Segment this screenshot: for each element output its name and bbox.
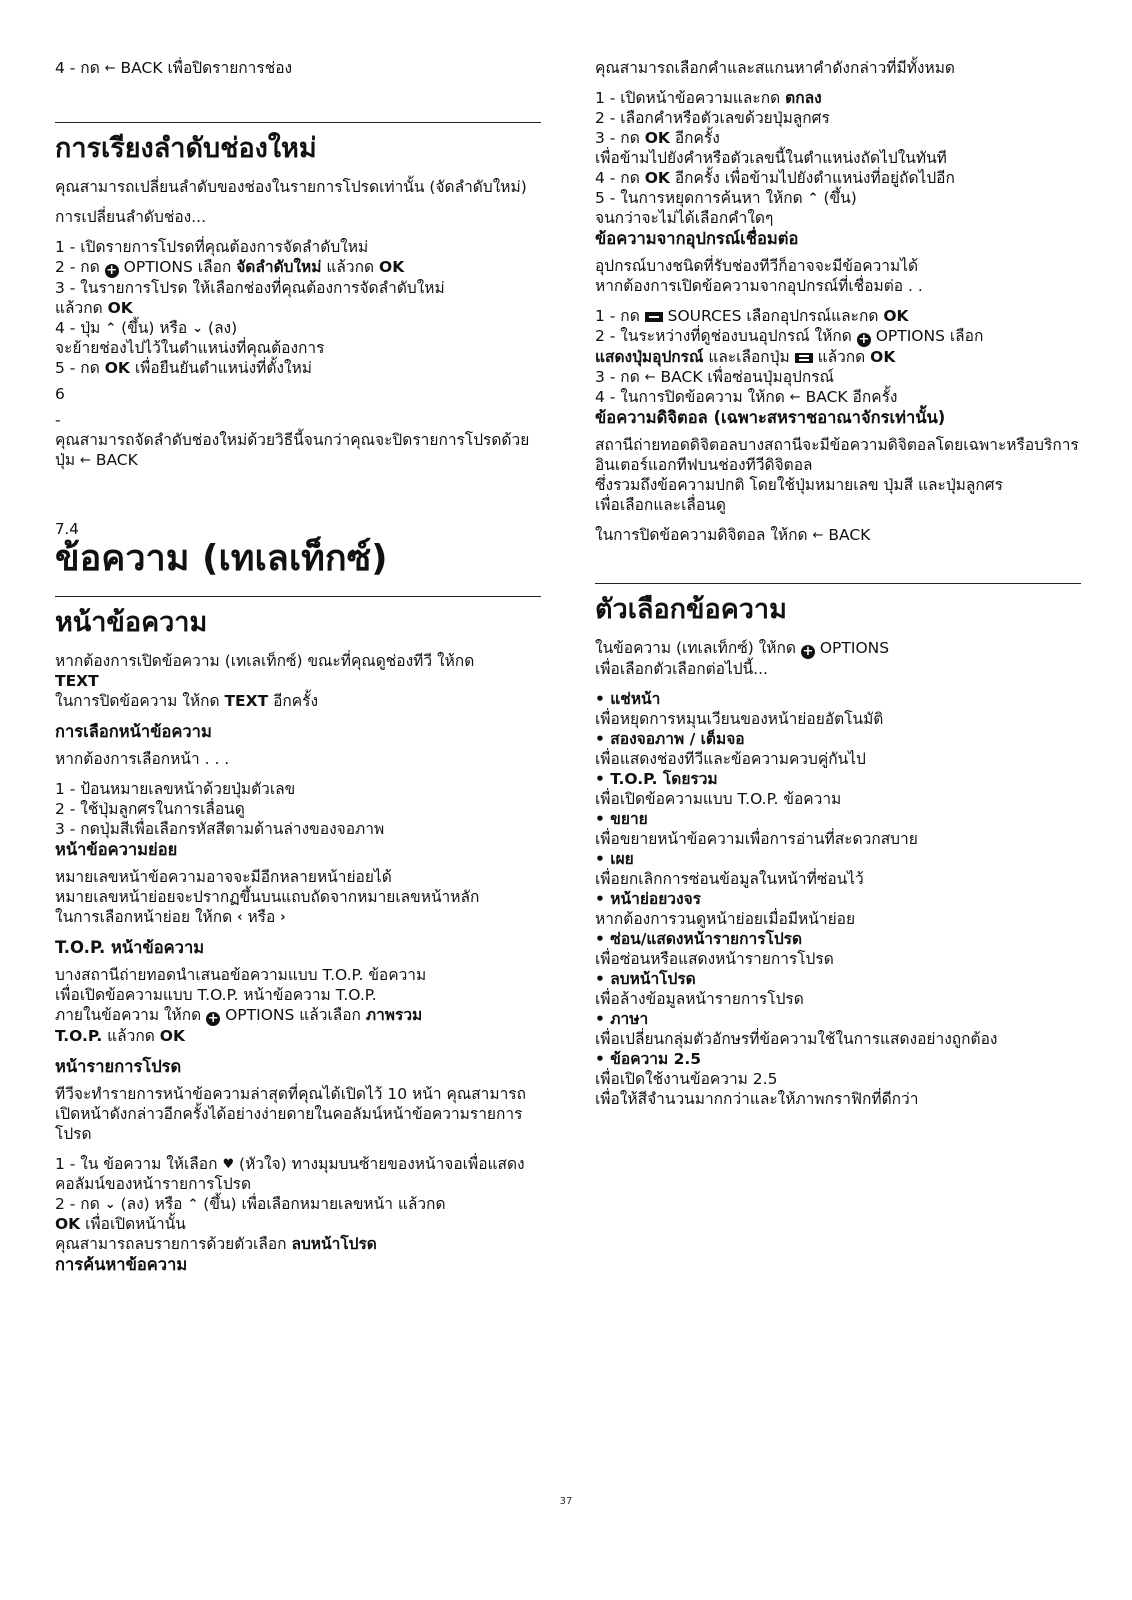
- section-divider: [55, 122, 541, 123]
- options-icon: +: [106, 263, 118, 278]
- option-name: • ข้อความ 2.5: [595, 1050, 702, 1068]
- favourite-step-2: 2 - กด ⌄ (ลง) หรือ ⌃ (ขึ้น) เพื่อเลือกหมายเลขหน้า แล้วกด OK เพื่อเปิดหน้านั้น: [55, 1195, 446, 1233]
- pages-close: ในการปิดข้อความ ให้กด TEXT อีกครั้ง: [55, 692, 319, 710]
- select-step-3: 3 - กดปุ่มสีเพื่อเลือกรหัสสีตามด้านล่างของจอภาพ: [55, 820, 385, 838]
- option-desc: หากต้องการวนดูหน้าย่อยเมื่อมีหน้าย่อย: [595, 910, 856, 928]
- subpage-line-2: หมายเลขหน้าย่อยจะปรากฏขึ้นบนแถบถัดจากหมายเลขหน้าหลัก: [55, 888, 480, 906]
- reorder-step-3: 3 - ในรายการโปรด ให้เลือกช่องที่คุณต้องการจัดลำดับใหม่ แล้วกด OK: [55, 279, 445, 317]
- select-step-2: 2 - ใช้ปุ่มลูกศรในการเลื่อนดู: [55, 800, 245, 818]
- subpage-line-3: ในการเลือกหน้าย่อย ให้กด ‹ หรือ ›: [55, 908, 286, 926]
- options-icon: +: [858, 332, 870, 347]
- options-icon: +: [802, 644, 814, 659]
- up-chevron-icon: ⌃: [105, 321, 117, 336]
- digital-line-1: สถานีถ่ายทอดดิจิตอลบางสถานีจะมีข้อความดิจิตอลโดยเฉพาะหรือบริการอินเตอร์แอกทีฟบนช่องทีวีดิจิตอล: [595, 436, 1079, 474]
- back-arrow-icon: ←: [104, 61, 116, 76]
- search-step-1: 1 - เปิดหน้าข้อความและกด ตกลง: [595, 89, 822, 107]
- option-name: • ซ่อน/แสดงหน้ารายการโปรด: [595, 930, 803, 948]
- section-divider: [55, 596, 541, 597]
- digital-close: ในการปิดข้อความดิจิตอล ให้กด ← BACK: [595, 526, 871, 544]
- device-line-2: หากต้องการเปิดข้อความจากอุปกรณ์ที่เชื่อมต่อ . .: [595, 277, 923, 295]
- up-chevron-icon: ⌃: [187, 1197, 199, 1212]
- back-line: 4 - กด ← BACK เพื่อปิดรายการช่อง: [55, 59, 293, 77]
- option-name: • สองจอภาพ / เต็มจอ: [595, 730, 745, 748]
- option-name: • ภาษา: [595, 1010, 649, 1028]
- right-column: [595, 58, 1080, 1109]
- sources-icon: [645, 312, 663, 322]
- page-number: 37: [559, 1496, 573, 1507]
- option-name: • ลบหน้าโปรด: [595, 970, 696, 988]
- left-column: [55, 58, 541, 1276]
- reorder-dash: -: [55, 411, 61, 429]
- back-arrow-icon: ←: [789, 390, 801, 405]
- favourite-pages-title: หน้ารายการโปรด: [55, 1057, 182, 1076]
- option-name: • ขยาย: [595, 810, 648, 828]
- option-desc: เพื่อเปิดใช้งานข้อความ 2.5: [595, 1070, 778, 1088]
- option-desc: เพื่อขยายหน้าข้อความเพื่อการอ่านที่สะดวกสบาย: [595, 830, 918, 848]
- option-desc: เพื่อซ่อนหรือแสดงหน้ารายการโปรด: [595, 950, 834, 968]
- pages-title: หน้าข้อความ: [55, 607, 208, 638]
- text-options-title: ตัวเลือกข้อความ: [595, 594, 787, 625]
- option-desc: เพื่อเปิดข้อความแบบ T.O.P. ข้อความ: [595, 790, 842, 808]
- top-line-2: เพื่อเปิดข้อความแบบ T.O.P. หน้าข้อความ T.O.P.: [55, 986, 377, 1004]
- menu-keys-icon: [795, 353, 813, 363]
- reorder-how: การเปลี่ยนลำดับช่อง...: [55, 208, 207, 226]
- search-text-title: การค้นหาข้อความ: [55, 1255, 188, 1274]
- back-arrow-icon: ←: [644, 370, 656, 385]
- heart-icon: ♥: [222, 1157, 235, 1172]
- top-line-4: T.O.P. แล้วกด OK: [55, 1027, 185, 1045]
- option-name: • หน้าย่อยวงจร: [595, 890, 701, 908]
- reorder-step-1: 1 - เปิดรายการโปรดที่คุณต้องการจัดลำดับใหม่: [55, 238, 369, 256]
- favourite-step-1: 1 - ใน ข้อความ ให้เลือก ♥ (หัวใจ) ทางมุมบนซ้ายของหน้าจอเพื่อแสดงคอลัมน์ของหน้ารายการโปรด: [55, 1155, 525, 1193]
- favourite-intro: ทีวีจะทำรายการหน้าข้อความล่าสุดที่คุณได้เปิดไว้ 10 หน้า คุณสามารถเปิดหน้าดังกล่าวอีกครั้งได้อย่างง่ายดายในคอลัมน์หน้าข้อความรายการโปรด: [55, 1085, 527, 1143]
- down-chevron-icon: ⌄: [104, 1197, 116, 1212]
- down-chevron-icon: ⌄: [192, 321, 204, 336]
- select-page-intro: หากต้องการเลือกหน้า . . .: [55, 750, 230, 768]
- select-page-title: การเลือกหน้าข้อความ: [55, 722, 212, 741]
- search-step-3: 3 - กด OK อีกครั้ง เพื่อข้ามไปยังคำหรือตัวเลขนี้ในตำแหน่งถัดไปในทันที: [595, 129, 947, 167]
- device-line-1: อุปกรณ์บางชนิดที่รับช่องทีวีก็อาจจะมีข้อความได้: [595, 257, 919, 275]
- right-chevron-icon: ›: [280, 910, 286, 925]
- top-line-1: บางสถานีถ่ายทอดนำเสนอข้อความแบบ T.O.P. ข้อความ: [55, 966, 427, 984]
- digital-text-title: ข้อความดิจิตอล (เฉพาะสหราชอาณาจักรเท่านั้น): [595, 408, 946, 427]
- section-divider: [595, 583, 1081, 584]
- chapter-number: 7.4: [55, 520, 79, 538]
- option-desc: เพื่อแสดงช่องทีวีและข้อความควบคู่กันไป: [595, 750, 866, 768]
- reorder-step-5: 5 - กด OK เพื่อยืนยันตำแหน่งที่ตั้งใหม่: [55, 359, 313, 377]
- option-desc: เพื่อเปลี่ยนกลุ่มตัวอักษรที่ข้อความใช้ในการแสดงอย่างถูกต้อง: [595, 1030, 998, 1048]
- subpage-line-1: หมายเลขหน้าข้อความอาจจะมีอีกหลายหน้าย่อยได้: [55, 868, 392, 886]
- reorder-step-6: 6: [55, 385, 65, 403]
- options-icon: +: [207, 1011, 219, 1026]
- chapter-title: ข้อความ (เทเลเท็กซ์): [55, 538, 388, 579]
- option-name: • แช่หน้า: [595, 690, 661, 708]
- reorder-step-2: 2 - กด + OPTIONS เลือก จัดลำดับใหม่ แล้วกด OK: [55, 258, 405, 278]
- options-list: [595, 689, 1080, 1109]
- select-step-1: 1 - ป้อนหมายเลขหน้าด้วยปุ่มตัวเลข: [55, 780, 296, 798]
- back-arrow-icon: ←: [812, 528, 824, 543]
- search-intro: คุณสามารถเลือกคำและสแกนหาคำดังกล่าวที่มีทั้งหมด: [595, 59, 955, 77]
- reorder-step-4: 4 - ปุ่ม ⌃ (ขึ้น) หรือ ⌄ (ลง) จะย้ายช่องไปไว้ในตำแหน่งที่คุณต้องการ: [55, 319, 325, 357]
- left-chevron-icon: ‹: [237, 910, 243, 925]
- option-desc: เพื่อให้สีจำนวนมากกว่าและให้ภาพกราฟิกที่ดีกว่า: [595, 1090, 919, 1108]
- option-name: • เผย: [595, 850, 634, 868]
- device-step-1: 1 - กด SOURCES เลือกอุปกรณ์และกด OK: [595, 307, 909, 325]
- digital-line-2: ซึ่งรวมถึงข้อความปกติ โดยใช้ปุ่มหมายเลข ปุ่มสี และปุ่มลูกศร: [595, 476, 1003, 494]
- pages-open: หากต้องการเปิดข้อความ (เทเลเท็กซ์) ขณะที่คุณดูช่องทีวี ให้กด TEXT: [55, 652, 475, 690]
- reorder-closing: คุณสามารถจัดลำดับช่องใหม่ด้วยวิธีนี้จนกว่าคุณจะปิดรายการโปรดด้วยปุ่ม ← BACK: [55, 431, 530, 469]
- subpage-title: หน้าข้อความย่อย: [55, 840, 178, 859]
- up-chevron-icon: ⌃: [807, 191, 819, 206]
- device-step-2: 2 - ในระหว่างที่ดูช่องบนอุปกรณ์ ให้กด + OPTIONS เลือก แสดงปุ่มอุปกรณ์ และเลือกปุ่ม แล้วกด OK: [595, 327, 984, 366]
- reorder-intro: คุณสามารถเปลี่ยนลำดับของช่องในรายการโปรดเท่านั้น (จัดลำดับใหม่): [55, 178, 527, 196]
- device-text-title: ข้อความจากอุปกรณ์เชื่อมต่อ: [595, 229, 799, 248]
- top-page-title: T.O.P. หน้าข้อความ: [55, 938, 205, 957]
- search-step-2: 2 - เลือกคำหรือตัวเลขด้วยปุ่มลูกศร: [595, 109, 830, 127]
- device-step-4: 4 - ในการปิดข้อความ ให้กด ← BACK อีกครั้ง: [595, 388, 898, 406]
- device-step-3: 3 - กด ← BACK เพื่อซ่อนปุ่มอุปกรณ์: [595, 368, 834, 386]
- option-name: • T.O.P. โดยรวม: [595, 770, 718, 788]
- search-step-4: 4 - กด OK อีกครั้ง เพื่อข้ามไปยังตำแหน่งที่อยู่ถัดไปอีก: [595, 169, 955, 187]
- option-desc: เพื่อยกเลิกการซ่อนข้อมูลในหน้าที่ซ่อนไว้: [595, 870, 864, 888]
- digital-line-3: เพื่อเลือกและเลื่อนดู: [595, 496, 726, 514]
- option-desc: เพื่อล้างข้อมูลหน้ารายการโปรด: [595, 990, 804, 1008]
- options-intro: ในข้อความ (เทเลเท็กซ์) ให้กด + OPTIONS เพื่อเลือกตัวเลือกต่อไปนี้...: [595, 639, 890, 678]
- top-line-3: ภายในข้อความ ให้กด + OPTIONS แล้วเลือก ภาพรวม: [55, 1006, 423, 1026]
- back-arrow-icon: ←: [80, 453, 91, 468]
- option-desc: เพื่อหยุดการหมุนเวียนของหน้าย่อยอัตโนมัติ: [595, 710, 884, 728]
- favourite-clear: คุณสามารถลบรายการด้วยตัวเลือก ลบหน้าโปรด: [55, 1235, 377, 1253]
- search-step-5: 5 - ในการหยุดการค้นหา ให้กด ⌃ (ขึ้น) จนกว่าจะไม่ได้เลือกคำใดๆ: [595, 189, 857, 227]
- reorder-title: การเรียงลำดับช่องใหม่: [55, 133, 317, 164]
